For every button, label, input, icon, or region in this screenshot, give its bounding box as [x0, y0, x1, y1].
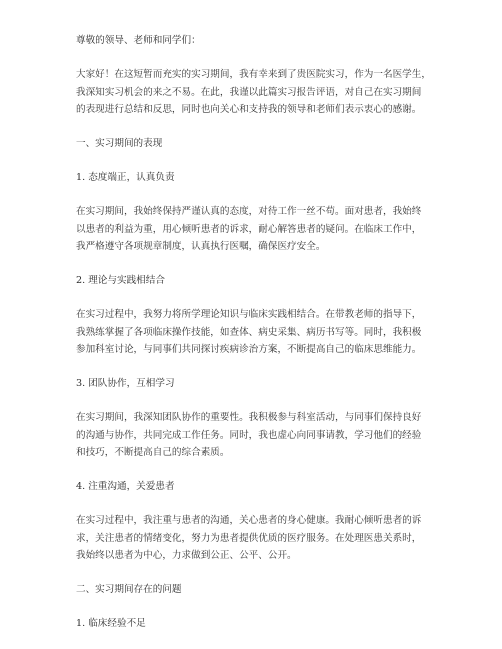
paragraph-line: 我熟练掌握了各项临床操作技能，如查体、病史采集、病历书写等。同时，我积极	[76, 326, 422, 338]
section-heading	[76, 135, 436, 153]
intro-line: 的表现进行总结和反思，同时也向关心和支持我的领导和老师们表示衷心的感谢。	[76, 104, 422, 115]
greeting	[76, 32, 436, 50]
paragraph	[76, 203, 436, 256]
s1-item2-title: 2. 理论与实践相结合	[76, 275, 165, 286]
subsection-heading	[76, 272, 436, 290]
s2-item1-title: 1. 临床经验不足	[76, 618, 146, 629]
s1-item1-title: 1. 态度端正，认真负责	[76, 172, 175, 183]
greeting-text: 尊敬的领导、老师和同学们：	[76, 35, 201, 46]
s1-item3-title: 3. 团队协作，互相学习	[76, 378, 175, 389]
section2-title: 二、实习期间存在的问题	[76, 584, 182, 595]
subsection-heading	[76, 615, 436, 633]
paragraph	[76, 512, 436, 565]
paragraph-line: 我始终以患者为中心，力求做到公正、公平、公开。	[76, 550, 297, 561]
subsection-heading	[76, 478, 436, 496]
paragraph	[76, 409, 436, 462]
paragraph	[76, 306, 436, 359]
paragraph-line: 和技巧，不断提高自己的综合素质。	[76, 447, 230, 458]
paragraph-line: 在实习过程中，我努力将所学理论知识与临床实践相结合。在带教老师的指导下，	[76, 309, 422, 320]
paragraph-line: 在实习期间，我深知团队协作的重要性。我积极参与科室活动，与同事们保持良好	[76, 412, 422, 423]
intro-line: 大家好！在这短暂而充实的实习期间，我有幸来到了贵医院实习，作为一名医学生，	[76, 69, 431, 80]
paragraph-line: 以患者的利益为重，用心倾听患者的诉求，耐心解答患者的疑问。在临床工作中，	[76, 223, 422, 235]
paragraph-line: 在实习过程中，我注重与患者的沟通，关心患者的身心健康。我耐心倾听患者的诉	[76, 515, 422, 526]
paragraph-line: 在实习期间，我始终保持严谨认真的态度，对待工作一丝不苟。面对患者，我始终	[76, 206, 422, 217]
intro-line: 我深知实习机会的来之不易。在此，我谨以此篇实习报告评语，对自己在实习期间	[76, 86, 422, 98]
paragraph-line: 求，关注患者的情绪变化，努力为患者提供优质的医疗服务。在处理医患关系时，	[76, 532, 422, 544]
s1-item4-title: 4. 注重沟通，关爱患者	[76, 481, 175, 492]
paragraph-line: 我严格遵守各项规章制度，认真执行医嘱，确保医疗安全。	[76, 241, 326, 252]
paragraph-line: 参加科室讨论，与同事们共同探讨疾病诊治方案，不断提高自己的临床思维能力。	[76, 344, 422, 355]
paragraph-line: 的沟通与协作，共同完成工作任务。同时，我也虚心向同事请教，学习他们的经验	[76, 429, 422, 441]
section1-title: 一、实习期间的表现	[76, 138, 163, 149]
subsection-heading	[76, 169, 436, 187]
section-heading	[76, 581, 436, 599]
intro-paragraph	[76, 66, 436, 119]
subsection-heading	[76, 375, 436, 393]
